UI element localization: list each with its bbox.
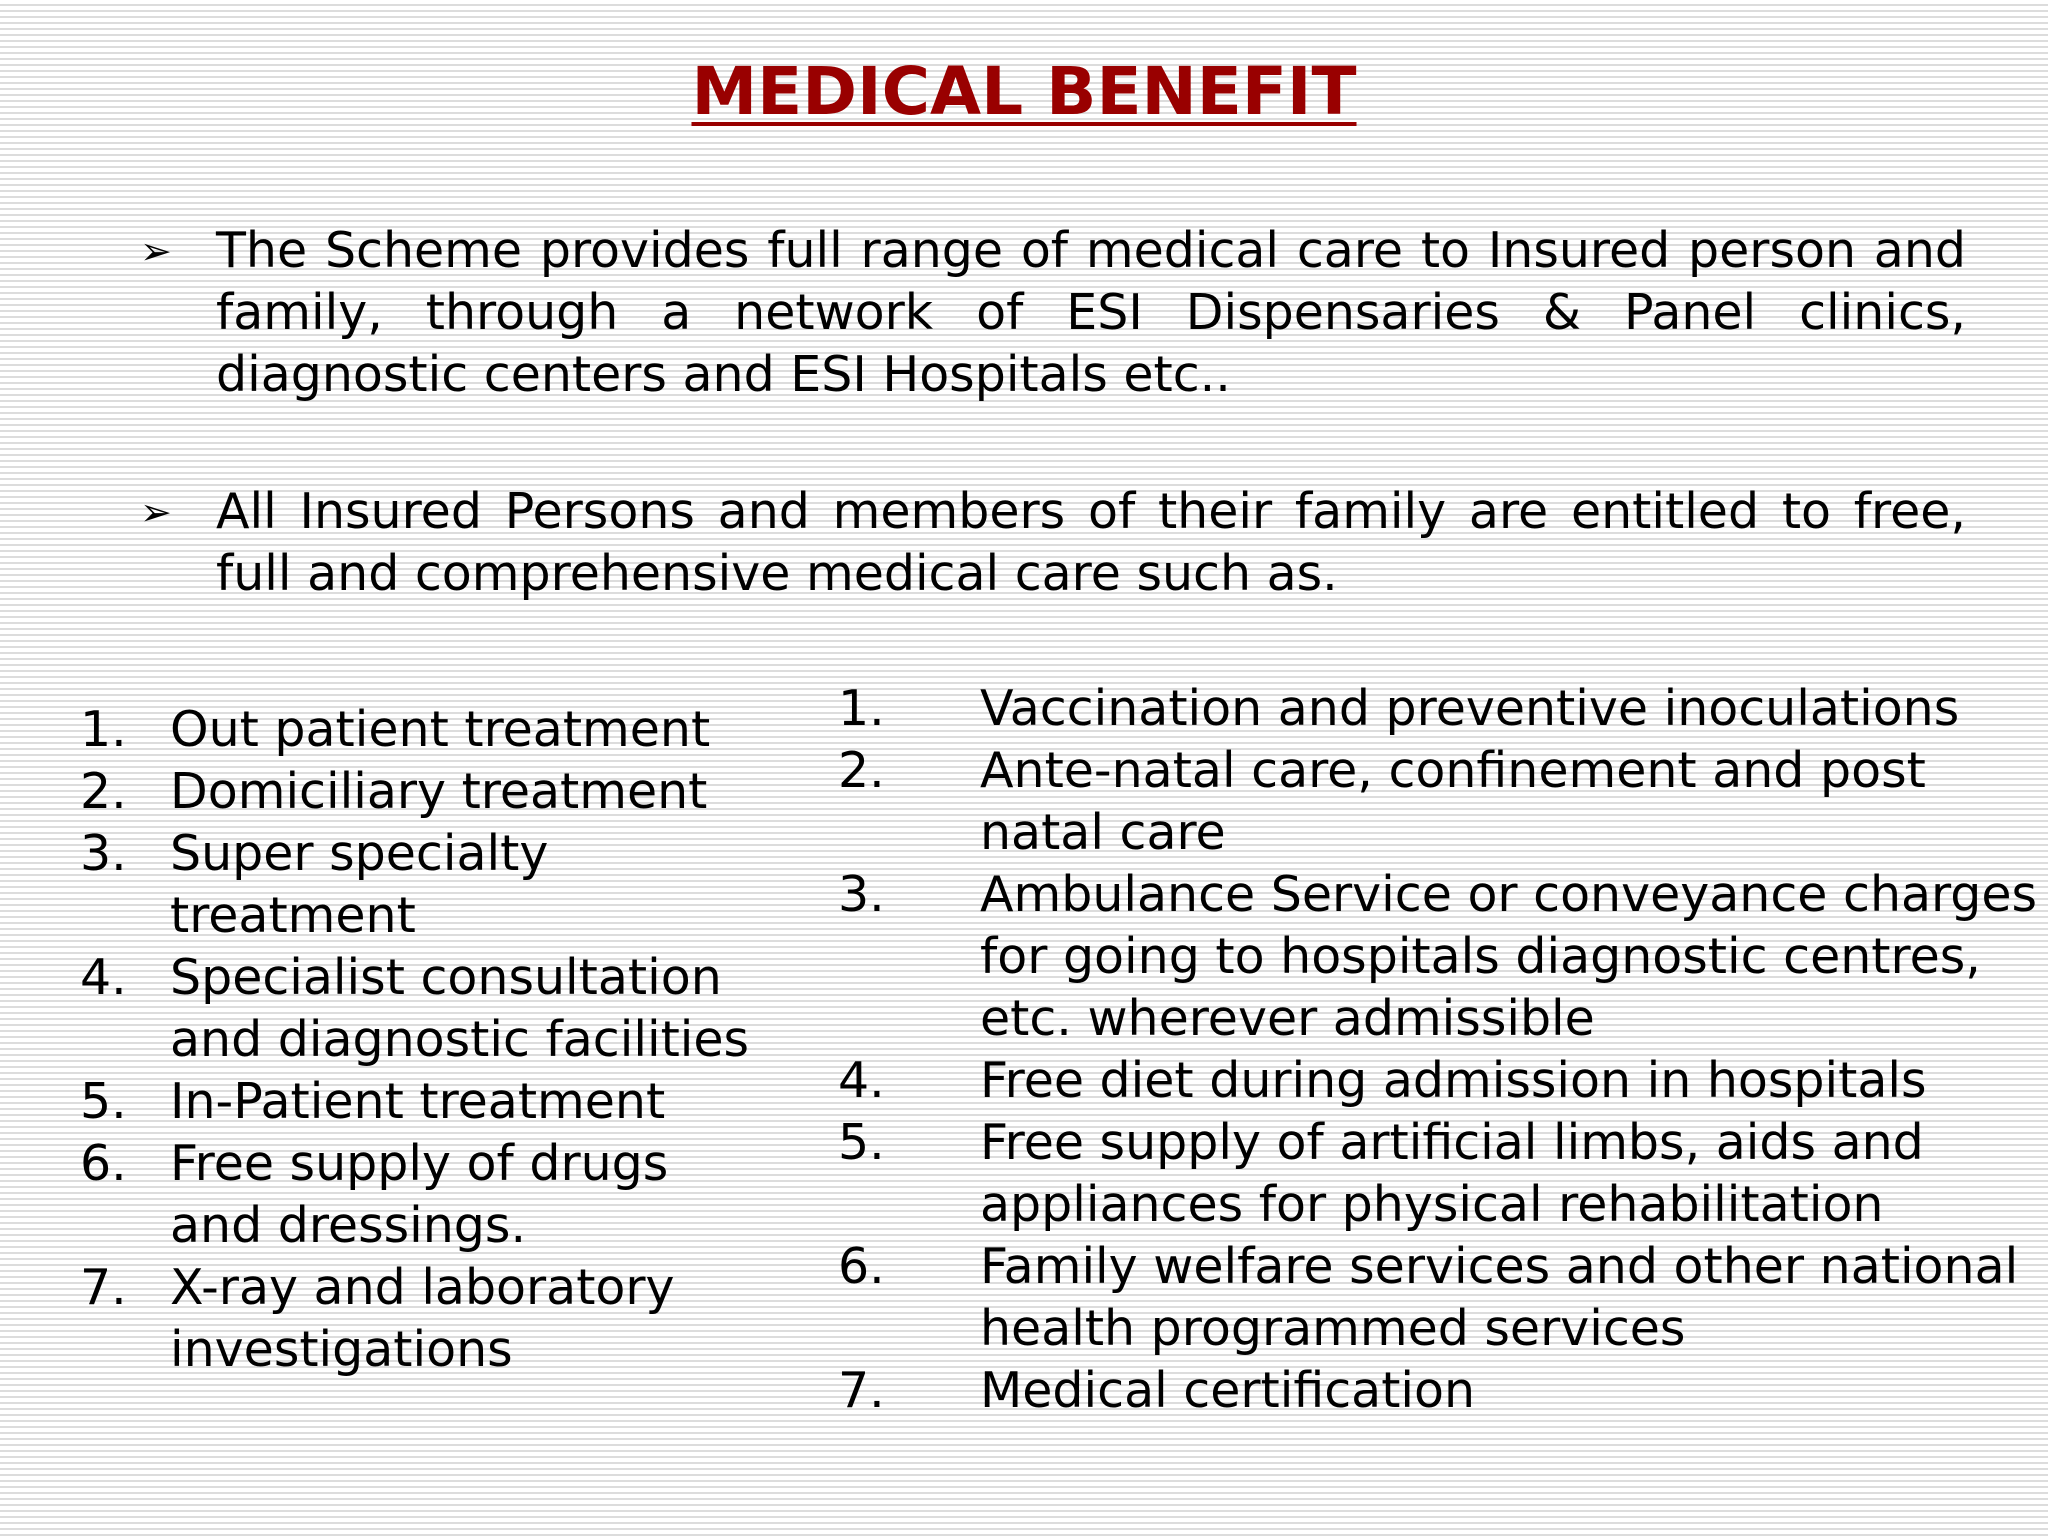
list-item-text: Free diet during admission in hospitals <box>980 1052 1927 1109</box>
list-item-number: 2. <box>838 742 885 799</box>
list-item <box>80 1133 760 1257</box>
list-item-number: 7. <box>838 1362 885 1419</box>
list-item-number: 4. <box>80 949 127 1006</box>
list-item-number: 3. <box>838 866 885 923</box>
list-item <box>838 1050 2038 1112</box>
list-item-text: Family welfare services and other national health programmed services <box>980 1238 2019 1357</box>
bullet-text: All Insured Persons and members of their family are entitled to free, full and comprehensive medical care such as. <box>216 483 1966 602</box>
right-benefits-list <box>838 678 2038 1422</box>
list-item-number: 1. <box>80 701 127 758</box>
list-item-number: 7. <box>80 1259 127 1316</box>
slide-title-text: MEDICAL BENEFIT <box>691 53 1357 130</box>
list-item-number: 5. <box>838 1114 885 1171</box>
list-item-number: 2. <box>80 763 127 820</box>
list-item <box>838 864 2038 1050</box>
list-item <box>80 761 760 823</box>
list-item-text: Super specialty treatment <box>170 825 549 944</box>
list-item <box>80 947 760 1071</box>
list-item <box>838 1112 2038 1236</box>
list-item-number: 5. <box>80 1073 127 1130</box>
list-item-text: Ante-natal care, confinement and post natal care <box>980 742 1926 861</box>
list-item-text: Domiciliary treatment <box>170 763 708 820</box>
list-item <box>838 678 2038 740</box>
list-item-text: In-Patient treatment <box>170 1073 666 1130</box>
arrow-bullet-icon: ➢ <box>140 229 172 273</box>
list-item-text: X-ray and laboratory investigations <box>170 1259 675 1378</box>
left-benefits-list <box>80 699 760 1381</box>
list-item <box>80 1257 760 1381</box>
list-item <box>80 823 760 947</box>
bullet-text: The Scheme provides full range of medical care to Insured person and family, through a network of ESI Dispensaries & Panel clinics, diagnostic centers and ESI Hospitals etc.. <box>216 222 1966 403</box>
list-item-text: Specialist consultation and diagnostic facilities <box>170 949 750 1068</box>
list-item-number: 6. <box>838 1238 885 1295</box>
bullet-point-scheme <box>140 220 1966 406</box>
list-item <box>838 740 2038 864</box>
list-item-text: Ambulance Service or conveyance charges for going to hospitals diagnostic centres, etc. wherever admissible <box>980 866 2038 1047</box>
list-item-text: Free supply of artificial limbs, aids and appliances for physical rehabilitation <box>980 1114 1924 1233</box>
list-item <box>80 699 760 761</box>
list-item-text: Out patient treatment <box>170 701 711 758</box>
arrow-bullet-icon: ➢ <box>140 490 172 534</box>
list-item <box>838 1236 2038 1360</box>
list-item-number: 6. <box>80 1135 127 1192</box>
list-item-text: Vaccination and preventive inoculations <box>980 680 1960 737</box>
list-item-text: Free supply of drugs and dressings. <box>170 1135 669 1254</box>
list-item-text: Medical certification <box>980 1362 1476 1419</box>
list-item <box>80 1071 760 1133</box>
list-item-number: 4. <box>838 1052 885 1109</box>
slide-title <box>0 52 2048 132</box>
list-item-number: 1. <box>838 680 885 737</box>
list-item-number: 3. <box>80 825 127 882</box>
bullet-point-entitlement <box>140 481 1966 605</box>
list-item <box>838 1360 2038 1422</box>
